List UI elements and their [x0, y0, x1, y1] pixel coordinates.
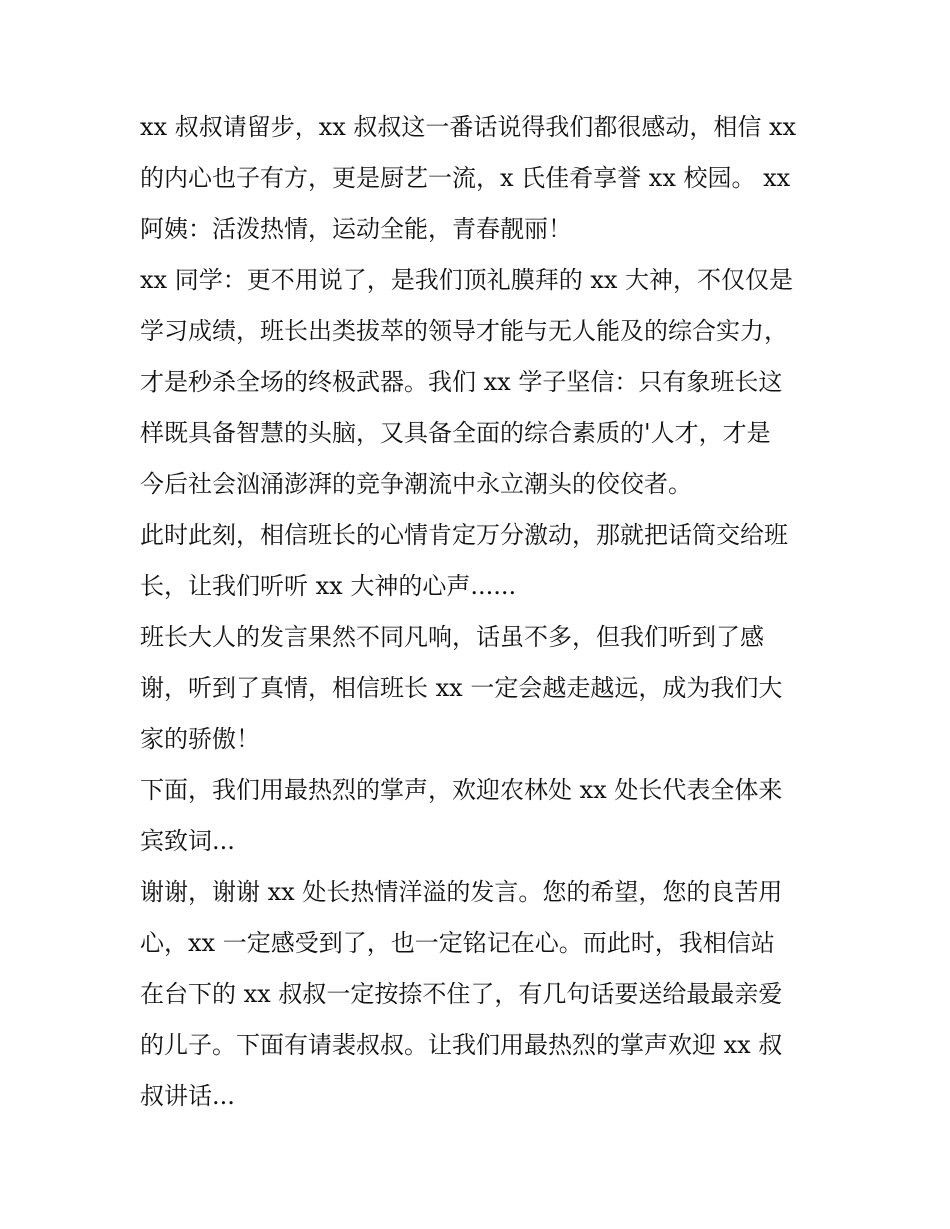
text-line: 心，xx 一定感受到了，也一定铭记在心。而此时，我相信站	[140, 929, 775, 957]
text-line: 的儿子。下面有请裴叔叔。让我们用最热烈的掌声欢迎 xx 叔	[140, 1031, 783, 1059]
text-line: 谢谢，谢谢 xx 处长热情洋溢的发言。您的希望，您的良苦用	[140, 878, 783, 906]
text-line: 下面，我们用最热烈的掌声，欢迎农林处 xx 处长代表全体来	[140, 776, 783, 804]
paragraph-5	[140, 765, 830, 867]
text-line: 今后社会汹涌澎湃的竞争潮流中永立潮头的佼佼者。	[140, 470, 692, 498]
text-line: 的内心也子有方，更是厨艺一流，x 氏佳肴享誉 xx 校园。 xx	[140, 164, 791, 192]
text-line: 谢，听到了真情，相信班长 xx 一定会越走越远，成为我们大	[140, 674, 783, 702]
paragraph-1	[140, 102, 830, 255]
paragraph-2	[140, 255, 830, 510]
text-line: 家的骄傲！	[140, 725, 260, 753]
text-line: 叔讲话...	[140, 1082, 235, 1110]
text-line: 学习成绩，班长出类拔萃的领导才能与无人能及的综合实力，	[140, 317, 788, 345]
text-line: 宾致词...	[140, 827, 235, 855]
text-line: 在台下的 xx 叔叔一定按捺不住了，有几句话要送给最最亲爱	[140, 980, 783, 1008]
text-line: 长，让我们听听 xx 大神的心声......	[140, 572, 517, 600]
paragraph-4	[140, 612, 830, 765]
text-line: 样既具备智慧的头脑，又具备全面的综合素质的'人才，才是	[140, 419, 771, 447]
text-line: 阿姨：活泼热情，运动全能，青春靓丽！	[140, 215, 572, 243]
paragraph-3	[140, 510, 830, 612]
text-line: xx 叔叔请留步，xx 叔叔这一番话说得我们都很感动，相信 xx	[140, 113, 797, 141]
text-line: 才是秒杀全场的终极武器。我们 xx 学子坚信：只有象班长这	[140, 368, 783, 396]
document-body	[140, 102, 830, 1122]
text-line: xx 同学：更不用说了，是我们顶礼膜拜的 xx 大神，不仅仅是	[140, 266, 794, 294]
paragraph-6	[140, 867, 830, 1122]
text-line: 班长大人的发言果然不同凡响，话虽不多，但我们听到了感	[140, 623, 764, 651]
text-line: 此时此刻，相信班长的心情肯定万分激动，那就把话筒交给班	[140, 521, 788, 549]
